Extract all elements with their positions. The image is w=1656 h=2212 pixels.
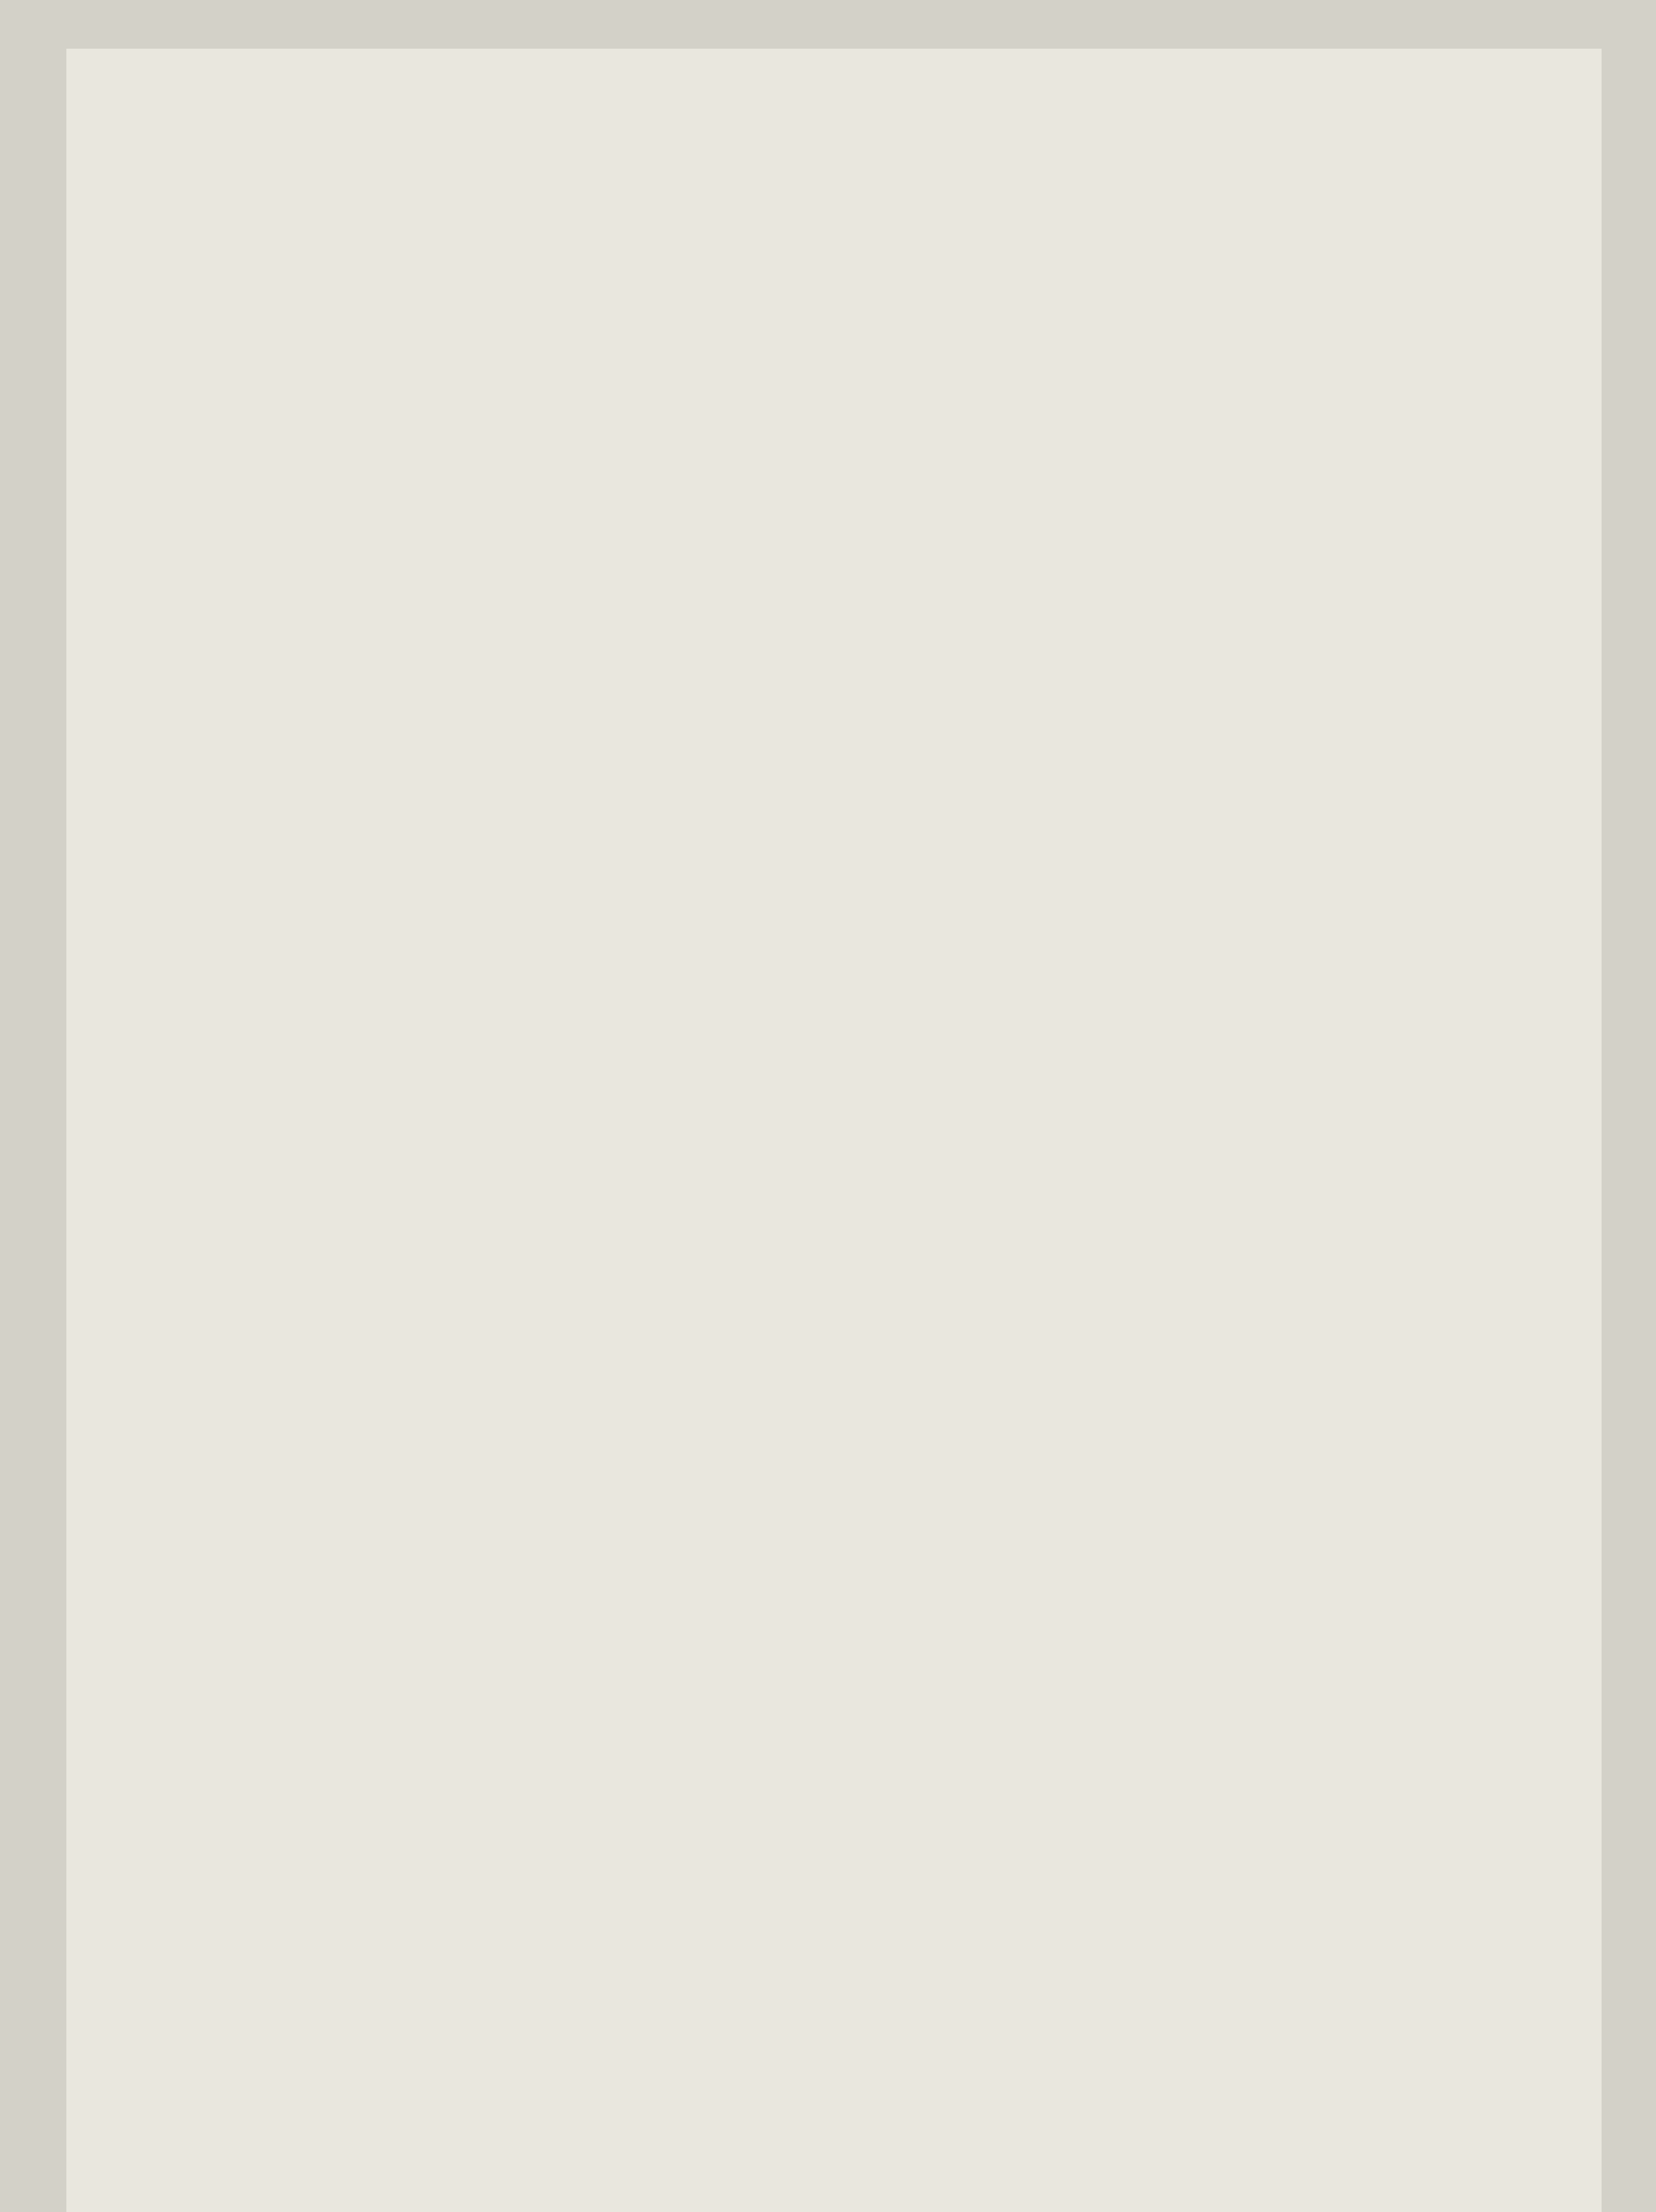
newspaper-sheet: [66, 49, 1602, 2212]
